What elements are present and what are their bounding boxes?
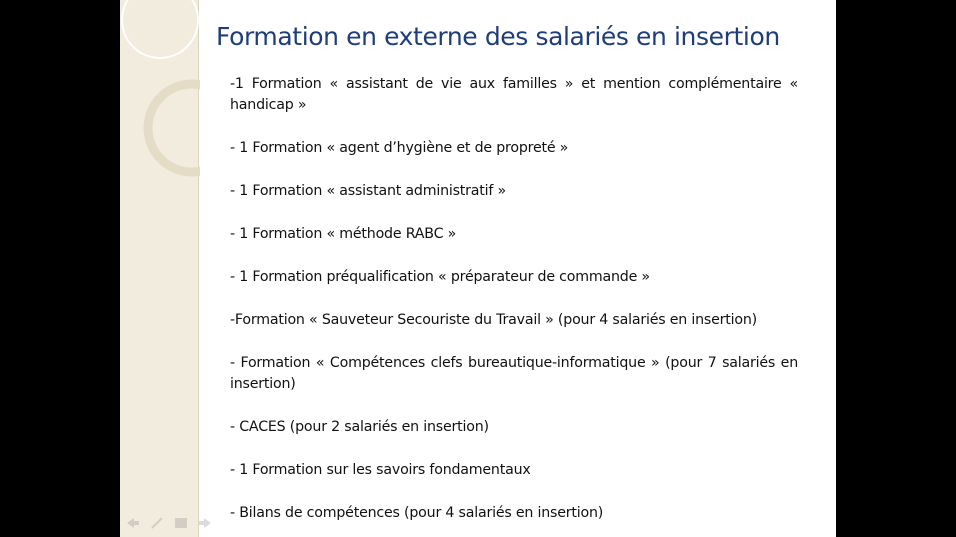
list-item: - 1 Formation « agent d’hygiène et de propreté » [230, 140, 569, 156]
list-item: - CACES (pour 2 salariés en insertion) [230, 419, 489, 435]
list-item: - Bilans de compétences (pour 4 salariés en insertion) [230, 505, 604, 521]
list-item: - 1 Formation préqualification « préparateur de commande » [230, 269, 650, 285]
list-item: - Formation « Compétences clefs bureautique-informatique » (pour 7 salariés en insertion) [230, 355, 798, 392]
slide-title: Formation en externe des salariés en insertion [216, 22, 780, 51]
list-item: - 1 Formation sur les savoirs fondamentaux [230, 462, 531, 478]
training-list [230, 74, 798, 524]
previous-arrow-icon[interactable] [126, 517, 140, 529]
list-item: - 1 Formation « méthode RABC » [230, 226, 457, 242]
slide [120, 0, 836, 537]
next-arrow-icon[interactable] [198, 517, 212, 529]
list-item: - 1 Formation « assistant administratif » [230, 183, 506, 199]
decorative-side-band [120, 0, 199, 537]
list-item: -Formation « Sauveteur Secouriste du Travail » (pour 4 salariés en insertion) [230, 312, 757, 328]
slideshow-controls [126, 517, 212, 529]
decorative-circles-icon [120, 0, 200, 200]
pen-icon[interactable] [150, 517, 164, 529]
menu-icon[interactable] [174, 517, 188, 529]
list-item: -1 Formation « assistant de vie aux familles » et mention complémentaire « handicap » [230, 76, 798, 113]
